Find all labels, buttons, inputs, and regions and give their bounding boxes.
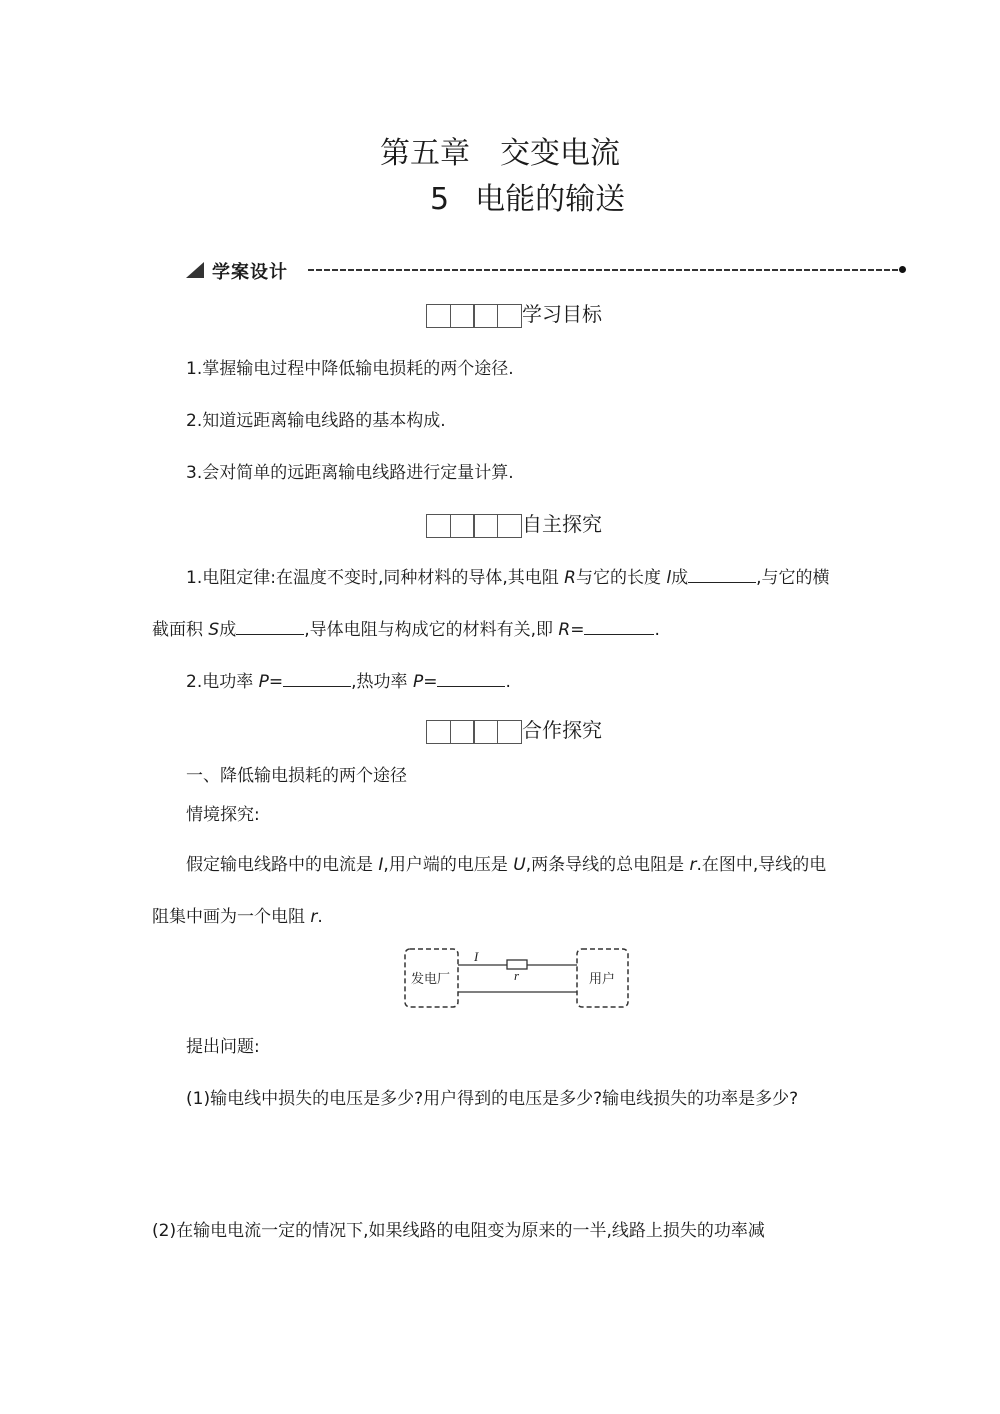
section-coop <box>426 714 602 744</box>
text: .在图中,导线的电 <box>696 855 827 875</box>
self-study-q2 <box>186 667 511 692</box>
text: 与它的长度 <box>575 568 661 588</box>
lesson-title <box>430 174 625 218</box>
user-label: 用户 <box>589 972 616 987</box>
coop-question-1: (1)输电线中损失的电压是多少?用户得到的电压是多少?输电线损失的功率是多少? <box>186 1089 799 1109</box>
answer-blank[interactable] <box>283 672 351 687</box>
section-goals <box>426 298 602 328</box>
var-l: l <box>666 568 672 588</box>
var-r: r <box>310 907 318 927</box>
text: . <box>505 672 511 692</box>
var-P-eq: P= <box>412 672 438 692</box>
coop-ask-label: 提出问题: <box>186 1037 260 1057</box>
banner-label: 学案设计 <box>212 262 288 283</box>
section-boxes-icon <box>426 303 520 329</box>
text: 阻集中画为一个电阻 <box>152 907 305 927</box>
answer-blank[interactable] <box>437 672 505 687</box>
var-r: r <box>689 855 697 875</box>
var-R-eq: R= <box>558 620 585 640</box>
var-U: U <box>513 855 526 875</box>
lesson-number: 5 <box>430 182 450 217</box>
banner-dotted-line <box>308 269 902 271</box>
text: ,与它的横 <box>756 568 830 588</box>
coop-question-2: (2)在输电电流一定的情况下,如果线路的电阻变为原来的一半,线路上损失的功率减 <box>152 1221 765 1241</box>
answer-blank[interactable] <box>584 620 654 635</box>
section-coop-title: 合作探究 <box>522 718 602 742</box>
section-boxes-icon <box>426 719 520 745</box>
self-study-q1-line2 <box>152 615 660 640</box>
self-study-q1-line1 <box>186 563 830 588</box>
var-P-eq: P= <box>258 672 284 692</box>
coop-paragraph-line2 <box>152 902 323 927</box>
text: ,导体电阻与构成它的材料有关,即 <box>304 620 554 640</box>
var-S: S <box>208 620 220 640</box>
text: ,用户端的电压是 <box>383 855 508 875</box>
banner-end-dot-icon <box>899 266 906 273</box>
text: 成 <box>671 568 689 588</box>
chapter-title: 第五章 交变电流 <box>380 136 620 171</box>
text: . <box>317 907 323 927</box>
text: ,热功率 <box>351 672 408 692</box>
lesson-name: 电能的输送 <box>475 182 626 217</box>
section-self-study <box>426 508 602 538</box>
study-plan-banner <box>186 258 906 282</box>
section-boxes-icon <box>426 513 520 539</box>
text: . <box>654 620 660 640</box>
text: 截面积 <box>152 620 203 640</box>
banner-triangle-icon <box>186 262 204 278</box>
var-R: R <box>564 568 576 588</box>
goal-item: 1.掌握输电过程中降低输电损耗的两个途径. <box>186 359 514 379</box>
coop-heading: 一、降低输电损耗的两个途径 <box>186 766 407 786</box>
text: 1.电阻定律:在温度不变时,同种材料的导体,其电阻 <box>186 568 559 588</box>
goal-item: 2.知道远距离输电线路的基本构成. <box>186 411 446 431</box>
text: 2.电功率 <box>186 672 254 692</box>
answer-blank[interactable] <box>236 620 304 635</box>
power-plant-label: 发电厂 <box>411 972 451 987</box>
var-I: I <box>378 855 384 875</box>
text: 假定输电线路中的电流是 <box>186 855 373 875</box>
text: ,两条导线的总电阻是 <box>525 855 685 875</box>
coop-scene-label: 情境探究: <box>186 805 260 825</box>
answer-blank[interactable] <box>688 568 756 583</box>
current-label: I <box>474 949 479 964</box>
section-self-study-title: 自主探究 <box>522 512 602 536</box>
resistor-label: r <box>514 968 520 983</box>
coop-paragraph-line1 <box>186 850 826 875</box>
text: 成 <box>219 620 237 640</box>
circuit-diagram <box>404 946 630 1010</box>
section-goals-title: 学习目标 <box>522 302 602 326</box>
goal-item: 3.会对简单的远距离输电线路进行定量计算. <box>186 463 514 483</box>
